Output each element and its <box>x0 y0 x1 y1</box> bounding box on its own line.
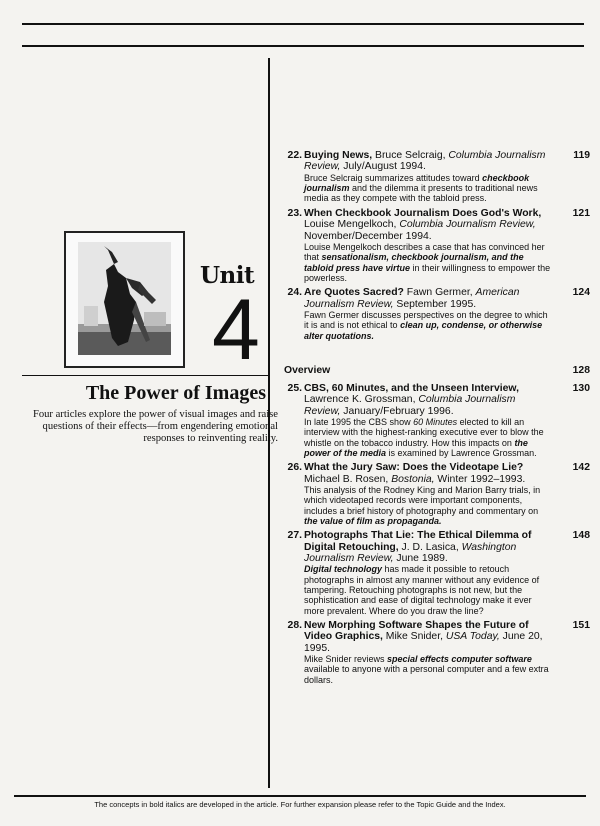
article-date: November/December 1994. <box>304 230 432 242</box>
article-publication: American Journalism Review, <box>304 287 520 310</box>
summary-text: Bruce Selcraig summarizes attitudes toward <box>304 172 483 183</box>
article-summary <box>304 417 554 458</box>
article-date: July/August 1994. <box>340 161 426 173</box>
article-author: J. D. Lasica, <box>398 541 462 553</box>
article-date: June 20, 1995. <box>304 631 543 654</box>
article-publication: Columbia Journalism Review, <box>304 150 546 173</box>
article-title[interactable]: Photographs That Lie: The Ethical Dilemma of Digital Retouching, <box>304 530 532 553</box>
article-entry[interactable] <box>284 620 590 685</box>
article-entry[interactable] <box>284 208 590 283</box>
unit-photo-frame <box>64 231 185 368</box>
article-title[interactable]: When Checkbook Journalism Does God's Work, <box>304 207 542 219</box>
article-publication: Columbia Journalism Review, <box>399 219 536 231</box>
article-page: 121 <box>572 207 590 219</box>
article-summary <box>304 173 554 204</box>
article-date: June 1989. <box>393 553 448 565</box>
article-list-a <box>284 150 590 341</box>
article-body <box>304 383 554 458</box>
summary-text: Fawn Germer discusses perspectives on the degree to which it is and is not ethical to <box>304 309 548 331</box>
summary-text: is examined by Lawrence Grossman. <box>386 447 537 458</box>
unit-number: 4 <box>212 282 260 378</box>
article-publication: Washington Journalism Review, <box>304 541 517 565</box>
article-entry[interactable] <box>284 462 590 526</box>
unit-photo <box>78 242 171 355</box>
article-page: 124 <box>572 287 590 299</box>
article-heading <box>304 530 554 564</box>
article-title[interactable]: CBS, 60 Minutes, and the Unseen Interview, <box>304 382 519 394</box>
key-concept: special effects computer software <box>387 654 532 665</box>
article-body <box>304 462 554 526</box>
summary-text: In late 1995 the CBS show <box>304 417 414 428</box>
summary-text: This analysis of the Rodney King and Marion Barry trials, in which videotaped records were important components, includes a brief history of photography and commentary on <box>304 485 541 516</box>
key-concept: the value of film as propaganda. <box>304 515 442 526</box>
summary-text: Louise Mengelkoch describes a case that has convinced her that <box>304 241 545 263</box>
article-heading <box>304 150 554 173</box>
article-date: January/February 1996. <box>340 405 454 417</box>
footer-note: The concepts in bold italics are developed in the article. For further expansion please refer to the Topic Guide and the Index. <box>94 800 506 809</box>
article-page: 130 <box>572 382 590 394</box>
article-entry[interactable] <box>284 530 590 616</box>
key-concept: checkbook journalism <box>304 172 530 194</box>
summary-text: available to anyone with a personal computer and a few extra dollars. <box>304 664 549 685</box>
article-number: 27. <box>287 530 302 542</box>
article-summary <box>304 310 554 341</box>
article-title[interactable]: New Morphing Software Shapes the Future of Video Graphics, <box>304 619 529 643</box>
article-body <box>304 530 554 616</box>
sculpture-photo-graphic <box>78 242 171 355</box>
article-number: 26. <box>287 462 302 474</box>
article-body <box>304 208 554 283</box>
article-publication: USA Today, <box>445 631 500 643</box>
article-number: 23. <box>287 207 302 219</box>
article-publication: Columbia Journalism Review, <box>304 394 516 417</box>
article-body <box>304 620 554 685</box>
summary-text: elected to kill an interview with the highest-ranking executive ever to blow the whistle on the tobacco industry. How this impacts on <box>304 417 544 448</box>
article-author: Louise Mengelkoch, <box>304 219 400 231</box>
article-entry[interactable] <box>284 287 590 341</box>
summary-text: and the dilemma it presents to traditional news media as they compete with the tabloid press. <box>304 183 538 204</box>
article-entry[interactable] <box>284 383 590 458</box>
article-summary <box>304 242 554 283</box>
article-heading <box>304 208 554 242</box>
summary-text: 60 Minutes <box>413 417 458 428</box>
article-author: Lawrence K. Grossman, <box>304 394 419 406</box>
article-number: 25. <box>287 382 302 394</box>
overview-label: Overview <box>284 364 331 376</box>
article-title[interactable]: Buying News, <box>304 150 373 161</box>
key-concept: the power of the media <box>304 437 528 458</box>
article-author: Michael B. Rosen, <box>304 473 392 485</box>
article-summary <box>304 485 554 526</box>
summary-text: has made it possible to retouch photographs in almost any manner without any evidence of tampering. Retouching photographs is not new, but the sophistication and ease of digital technology make it ever more prevalent. Where do you draw the line? <box>304 564 540 616</box>
article-page: 151 <box>572 619 590 631</box>
article-number: 24. <box>287 287 302 299</box>
unit-label: Unit <box>200 262 255 289</box>
section-description: Four articles explore the power of visual images and raise questions of their effects—from engendering emotional responses to reinventing reality. <box>32 409 278 444</box>
article-body <box>304 287 554 341</box>
article-date: Winter 1992–1993. <box>434 473 526 485</box>
section-title: The Power of Images <box>85 382 266 404</box>
article-heading <box>304 462 554 485</box>
key-concept: sensationalism, checkbook journalism, and the tabloid press have virtue <box>304 252 524 273</box>
article-heading <box>304 287 554 310</box>
article-entry[interactable] <box>284 150 590 204</box>
key-concept: clean up, condense, or otherwise alter quotations. <box>304 320 543 341</box>
article-number: 22. <box>287 150 302 161</box>
summary-text: in their willingness to empower the powerless. <box>304 262 551 283</box>
overview-row[interactable] <box>284 365 590 383</box>
article-page: 148 <box>572 530 590 542</box>
article-publication: Bostonia, <box>391 473 435 485</box>
contents-column <box>284 150 590 689</box>
overview-page: 128 <box>572 364 590 376</box>
article-page: 119 <box>573 150 590 161</box>
key-concept: Digital technology <box>304 564 383 575</box>
article-body <box>304 150 554 204</box>
article-summary <box>304 654 554 685</box>
article-author: Mike Snider, <box>382 631 446 643</box>
article-date: September 1995. <box>393 298 477 310</box>
article-author: Bruce Selcraig, <box>372 150 449 161</box>
article-title[interactable]: Are Quotes Sacred? <box>304 287 404 299</box>
summary-text: Mike Snider reviews <box>304 654 388 665</box>
article-page: 142 <box>572 462 590 474</box>
article-list-b <box>284 383 590 685</box>
article-summary <box>304 564 554 615</box>
article-heading <box>304 383 554 417</box>
left-column <box>0 0 278 826</box>
article-author: Fawn Germer, <box>403 287 476 299</box>
article-number: 28. <box>287 619 302 631</box>
article-title[interactable]: What the Jury Saw: Does the Videotape Lie? <box>304 462 524 474</box>
article-heading <box>304 620 554 654</box>
